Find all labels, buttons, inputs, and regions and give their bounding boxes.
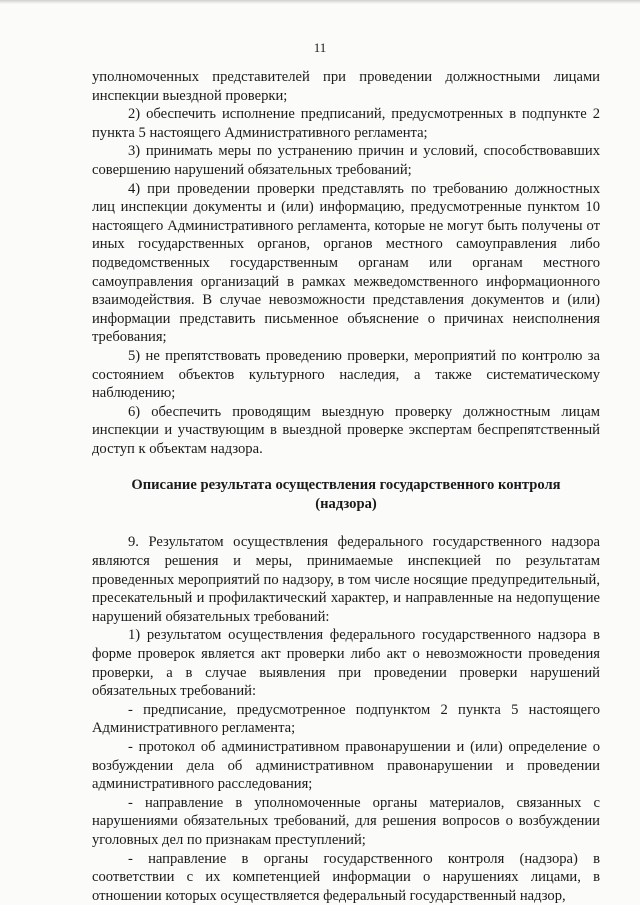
paragraph: - протокол об административном правонарушении и (или) определение о возбуждении дела об административном правонарушении и проведении административного расследования; [92,739,600,793]
section-heading: Описание результата осуществления государственного контроля (надзора) [131,477,561,513]
paragraph: уполномоченных представителей при проведении должностными лицами инспекции выездной проверки; [92,69,600,104]
paragraph: 9. Результатом осуществления федерального государственного надзора являются решения и меры, принимаемые инспекцией по результатам проведенных мероприятий по надзору, в том числе носящие предупредительный, пресекательный и профилактический характер, и направленные на недопущение нарушений обязательных требований: [92,534,600,625]
paragraph: 1) результатом осуществления федерального государственного надзора в форме проверок является акт проверки либо акт о невозможности проведения проверки, а в случае выявления при проведении проверки нарушений обязательных требований: [92,627,600,700]
page-number: 11 [313,40,327,55]
paragraph: 2) обеспечить исполнение предписаний, предусмотренных в подпункте 2 пункта 5 настоящего Административного регламента; [92,106,600,141]
scan-edge [0,0,640,4]
document-body [92,68,600,905]
paragraph: - направление в органы государственного контроля (надзора) в соответствии с их компетенцией информации о нарушениях лицами, в отношении которых осуществляется федеральный государственный надзор, [92,850,600,904]
paragraph: 4) при проведении проверки представлять по требованию должностных лиц инспекции документы и (или) информацию, предусмотренные пунктом 10 настоящего Административного регламента, которые не могут быть получены от иных государственных органов, органов местного самоуправления либо подведомственных государственным органам или органам местного самоуправления организаций в рамках межведомственного информационного взаимодействия. В случае невозможности представления документов и (или) информации представить письменное объяснение о причинах неисполнения требования; [92,180,600,346]
paragraph: - направление в уполномоченные органы материалов, связанных с нарушениями обязательных требований, для решения вопросов о возбуждении уголовных дел по признакам преступлений; [92,794,600,848]
paragraph: - предписание, предусмотренное подпунктом 2 пункта 5 настоящего Административного регламента; [92,701,600,737]
paragraph: 6) обеспечить проводящим выездную проверку должностным лицам инспекции и участвующим в выездной проверке экспертам беспрепятственный доступ к объектам надзора. [92,403,600,457]
paragraph: 3) принимать меры по устранению причин и условий, способствовавших совершению нарушений обязательных требований; [92,143,600,178]
paragraph: 5) не препятствовать проведению проверки, мероприятий по контролю за состоянием объектов культурного наследия, а также систематическому наблюдению; [92,347,600,402]
